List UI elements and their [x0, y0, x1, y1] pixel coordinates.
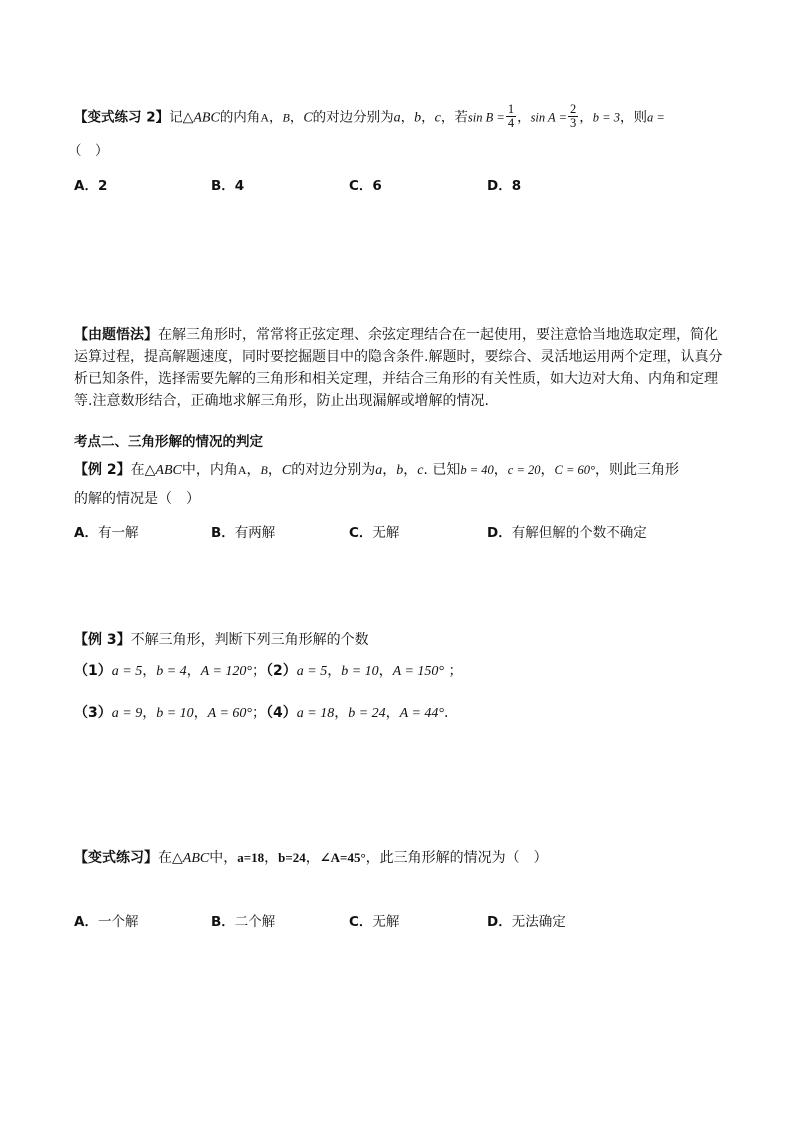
example3-stem: 【例 3】不解三角形，判断下列三角形解的个数 — [74, 632, 369, 648]
variant2-tag: 【变式练习 2】 — [74, 109, 170, 126]
insight-line-3: 析已知条件，选择需要先解的三角形和相关定理，并结合三角形的有关性质，如大边对大角、内角和定理 — [74, 371, 718, 387]
variant2-option-d: D．8 — [487, 178, 522, 194]
variant2-option-c: C．6 — [349, 178, 382, 194]
insight-line-1: 【由题悟法】在解三角形时，常常将正弦定理、余弦定理结合在一起使用，要注意恰当地选取定理，简化 — [74, 327, 718, 343]
fraction-two-thirds: $\frac{2}{3}$ — [570, 102, 577, 130]
example3-tag: 【例 3】 — [74, 632, 131, 648]
example2-tag: 【例 2】 — [74, 462, 131, 478]
variant2-option-b: B．4 — [211, 178, 245, 194]
fraction-one-quarter: $\frac{1}{4}$ — [507, 102, 515, 130]
example2-option-c: C．无解 — [349, 525, 400, 541]
variant3-option-d: D．无法确定 — [487, 914, 566, 930]
example2-option-a: A．有一解 — [74, 525, 139, 541]
insight-line-2: 运算过程，提高解题速度，同时要挖掘题目中的隐含条件.解题时，要综合、灵活地运用两个定理，认真分 — [74, 349, 723, 365]
variant3-option-c: C．无解 — [349, 914, 400, 930]
variant3-option-b: B．二个解 — [211, 914, 276, 930]
variant3-option-a: A．一个解 — [74, 914, 139, 930]
example2-option-b: B．有两解 — [211, 525, 276, 541]
insight-line-4: 等.注意数形结合，正确地求解三角形，防止出现漏解或增解的情况. — [74, 393, 489, 409]
example2-option-d: D．有解但解的个数不确定 — [487, 525, 647, 541]
variant3-stem: 【变式练习】在△ABC中，a=18，b=24，∠A=45°，此三角形解的情况为（ ） — [74, 850, 548, 866]
example2-line-2: 的解的情况是（ ） — [74, 491, 200, 507]
example2-stem: 【例 2】在△ABC中，内角A，B，C的对边分别为a，b，c. 已知b = 40，c = 20，C = 60°，则此三角形 — [74, 462, 680, 478]
point2-heading: 考点二、三角形解的情况的判定 — [74, 434, 263, 450]
variant2-paren: （ ） — [68, 143, 109, 159]
example3-row-2: （3）a = 9，b = 10，A = 60°；（4）a = 18，b = 24，A = 44°. — [74, 705, 449, 721]
insight-tag: 【由题悟法】 — [74, 327, 158, 343]
variant2-stem: 【变式练习 2】记△ABC的内角A，B，C的对边分别为a，b，c，若sin B = $\frac{1}{4}$ ，sin A = $\frac{2}{3}$ ，b = 3，则a = — [74, 102, 665, 130]
variant2-option-a: A．2 — [74, 178, 108, 194]
example3-row-1: （1）a = 5，b = 4，A = 120°；（2）a = 5，b = 10，A = 150° ； — [74, 663, 463, 679]
variant3-tag: 【变式练习】 — [74, 850, 158, 866]
